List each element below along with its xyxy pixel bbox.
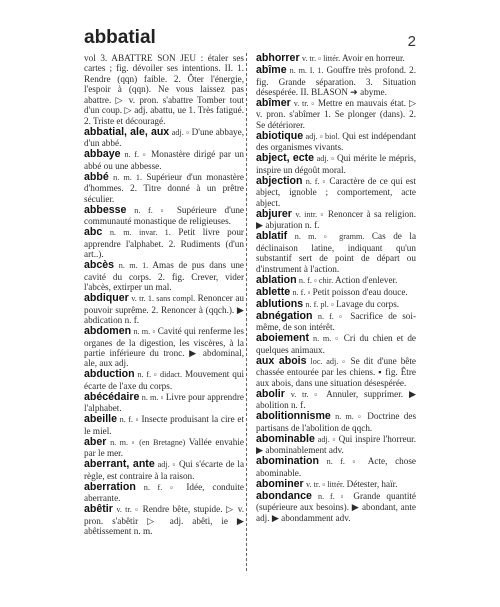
dictionary-entry <box>84 293 244 325</box>
dictionary-entry <box>256 275 416 286</box>
dictionary-entry <box>84 172 244 204</box>
page-number: 2 <box>407 33 416 50</box>
entry-grammar: n. m. ▫ gramm. <box>294 232 365 242</box>
entry-headword: abîmer <box>256 97 291 109</box>
dictionary-entry <box>84 260 244 292</box>
entry-headword: aberration <box>84 480 136 493</box>
dictionary-entry <box>256 411 416 433</box>
entry-headword: aber <box>84 435 107 448</box>
entry-headword: abominable <box>256 432 315 445</box>
entry-headword: aboiement <box>256 332 309 345</box>
entry-grammar: n. f. ▫ chir. <box>298 275 334 285</box>
entry-definition: Vallée envahie par le mer. <box>84 436 244 459</box>
entry-definition: Supérieur d'un monastère d'hommes. 2. Titre donné à un prêtre séculier. <box>84 171 244 204</box>
entry-headword: abhorrer <box>256 52 300 64</box>
entry-grammar: v. tr. ▫ littér. <box>301 54 341 63</box>
dictionary-entry <box>256 65 416 97</box>
dictionary-entry <box>84 504 244 536</box>
entry-definition: Petit livre pour apprendre l'alphabet. 2. Rudiments (d'un art..). <box>84 227 244 260</box>
entry-grammar: n. f. ▫ <box>326 457 361 467</box>
entry-definition: Qui mérite le mépris, inspire un dégoût moral. <box>256 153 417 175</box>
dictionary-entry <box>84 205 244 227</box>
entry-definition: Cri du chien et de quelques animaux. <box>256 333 416 355</box>
entry-definition: Doctrine des partisans de l'abolition de qqch. <box>256 411 417 433</box>
dictionary-entry <box>256 287 416 298</box>
entry-definition: Action d'enlever. <box>335 274 398 285</box>
entry-grammar: n. f. ▫ <box>292 287 311 297</box>
entry-grammar: n. m. 1. <box>118 261 149 271</box>
entry-headword: abbaye <box>84 148 121 161</box>
entry-headword: ablation <box>256 273 297 286</box>
entry-definition: Acte, chose abominable. <box>256 456 416 478</box>
entry-headword: abomination <box>256 455 319 468</box>
entry-definition: Annuler, supprimer. ▶ abolition n. f. <box>256 388 417 411</box>
entry-headword: abolir <box>256 387 285 400</box>
entry-definition: Monastère dirigé par un abbé ou une abbesse. <box>84 149 244 171</box>
entry-grammar: v. tr. ▫ <box>116 505 140 515</box>
entry-headword: abc <box>84 226 103 239</box>
entry-definition: Renoncer à sa religion. ▶ abjuration n. f. <box>256 208 417 231</box>
entry-grammar: n. m. ▫ <box>141 392 164 402</box>
entry-definition: Livre pour apprendre l'alphabet. <box>84 391 244 414</box>
entry-grammar: n. f. ▫ <box>119 415 139 425</box>
entry-definition: Mouvement qui écarte de l'axe du corps. <box>84 369 245 391</box>
dictionary-entry <box>256 176 416 208</box>
guide-word: abbatial <box>84 27 156 48</box>
entry-headword: abjection <box>256 174 303 187</box>
entry-grammar: adj. ▫ <box>317 434 336 444</box>
entry-headword: abêtir <box>84 503 113 516</box>
entry-grammar: adj. ▫ <box>171 127 190 137</box>
entry-grammar: adj. ▫ biol. <box>305 131 340 141</box>
dictionary-entry <box>256 53 416 64</box>
entry-definition: Petit poisson d'eau douce. <box>312 286 408 297</box>
dictionary-entry <box>256 231 416 274</box>
entry-headword: abbesse <box>84 203 127 216</box>
entry-definition: Supérieure d'une communauté monastique de religieuses. <box>84 204 244 227</box>
entry-grammar: n. m. ▫ (en Bretagne) <box>110 437 186 447</box>
entry-grammar: n. m. ▫ <box>133 327 156 337</box>
entry-grammar: adj. ▫ <box>157 460 176 470</box>
dictionary-entry <box>256 479 416 490</box>
dictionary-entry <box>256 209 416 231</box>
entry-grammar: n. f. ▫ <box>317 311 345 321</box>
entry-grammar: n. f. ▫ <box>143 482 179 492</box>
dictionary-entry <box>256 356 416 388</box>
entry-grammar: n. m. ▫ <box>313 334 340 344</box>
entry-definition: Rendre bête, stupide. ▷ v. pron. s'abêtir ▷ adj. abêti, ie ▶ abêtissement n. m. <box>84 504 245 537</box>
entry-headword: ablette <box>256 285 291 298</box>
entry-headword: abîme <box>256 64 287 77</box>
entry-headword: abdomen <box>84 325 132 338</box>
entry-definition: Qui est indépendant des organismes vivants. <box>256 130 416 153</box>
dictionary-entry <box>256 434 416 456</box>
left-column <box>84 53 244 537</box>
entry-headword: ablatif <box>256 230 288 243</box>
entry-headword: abnégation <box>256 309 313 322</box>
entry-grammar: n. f. ▫ <box>134 205 169 215</box>
dictionary-entry <box>256 311 416 333</box>
dictionary-entry <box>84 369 244 391</box>
entry-grammar: n. f. ▫ <box>124 150 148 160</box>
entry-definition: Caractère de ce qui est abject, ignoble ; comportement, acte abject. <box>256 175 416 208</box>
entry-headword: abcès <box>84 259 115 272</box>
entry-definition: Détester, haïr. <box>346 478 398 489</box>
entry-headword: aberrant, ante <box>84 458 155 471</box>
entry-headword: abondance <box>256 489 312 502</box>
dictionary-entry <box>84 149 244 171</box>
dictionary-entry <box>84 459 244 481</box>
entry-definition: Cavité qui renferme les organes de la digestion, les viscères, à la partie inférieure du tronc. ▶ abdominal, ale, aux adj. <box>84 326 245 369</box>
entry-headword: abdiquer <box>84 292 129 305</box>
entry-grammar: n. f. ▫ <box>305 176 327 186</box>
dictionary-entry <box>256 333 416 355</box>
entry-definition: Qui s'écarte de la règle, est contraire à la raison. <box>84 459 245 481</box>
dictionary-entry <box>256 131 416 153</box>
dictionary-entry <box>256 98 416 130</box>
dictionary-entry <box>256 389 416 411</box>
entry-grammar: n. m. invar. 1. <box>109 228 171 238</box>
entry-grammar: n. m. 1. <box>113 172 143 182</box>
entry-definition: vol 3. ABATTRE SON JEU : étaler ses cartes ; fig. dévoiler ses intentions. II. 1. Rendre (qqn) faible. 2. Ôter l'énergie, l'espoir à (qqn). Ne vous laissez pas abattre. ▷ v. pron. s'abattre Tomber tout d'un coup. ▷ adj. abattu, ue 1. Très fatigué. 2. Triste et découragé. <box>84 53 244 126</box>
entry-headword: abject, ecte <box>256 152 315 165</box>
entry-definition: Sacrifice de soi-même, de son intérêt. <box>256 310 417 333</box>
entry-headword: abolitionnisme <box>256 410 331 423</box>
entry-headword: abjurer <box>256 207 292 220</box>
entry-definition: Amas de pus dans une cavité du corps. 2. fig. Crever, vider l'abcès, extirper un mal. <box>84 260 244 293</box>
entry-definition: Renoncer au pouvoir suprême. 2. Renoncer à (qqch.). ▶ abdication n. f. <box>84 293 245 326</box>
entry-definition: Insecte produisant la cire et le miel. <box>84 414 244 436</box>
entry-definition: Lavage du corps. <box>336 298 400 309</box>
entry-grammar: n. f. pl. ▫ <box>305 299 334 309</box>
dictionary-entry <box>84 53 244 126</box>
dictionary-entry <box>84 392 244 414</box>
dictionary-entry <box>84 227 244 259</box>
entry-definition: Mettre en mauvais état. ▷ v. pron. s'abîmer 1. Se plonger (dans). 2. Se détériorer. <box>256 98 417 130</box>
entry-grammar: n. f. ▫ <box>318 491 348 501</box>
entry-grammar: v. tr. 1. sans compl. <box>131 294 196 304</box>
entry-headword: abominer <box>256 477 304 490</box>
entry-grammar: loc. adj. ▫ <box>310 356 347 366</box>
dictionary-entry <box>84 482 244 504</box>
column-divider <box>246 53 247 571</box>
entry-grammar: v. tr. ▫ <box>293 99 315 108</box>
entry-definition: Gouffre très profond. 2. fig. Grande séparation. 3. Situation désespérée. II. BLASON ➜ abyme. <box>256 65 417 97</box>
dictionary-entry <box>84 127 244 149</box>
entry-headword: aux abois <box>256 354 307 367</box>
entry-headword: ablutions <box>256 297 304 310</box>
entry-headword: abécédaire <box>84 390 140 403</box>
entry-headword: abiotique <box>256 129 304 142</box>
entry-grammar: v. intr. ▫ <box>295 209 325 219</box>
dictionary-entry <box>256 299 416 310</box>
entry-definition: D'une abbaye, d'un abbé. <box>84 126 245 149</box>
entry-definition: Avoir en horreur. <box>341 53 405 63</box>
dictionary-entry <box>84 414 244 436</box>
dictionary-entry <box>256 153 416 175</box>
entry-headword: abduction <box>84 368 135 381</box>
entry-definition: Grande quantité (supérieure aux besoins). ▶ abondant, ante adj. ▶ abondamment adv. <box>256 490 417 523</box>
entry-headword: abbé <box>84 170 109 183</box>
entry-headword: abbatial, ale, aux <box>84 125 170 138</box>
dictionary-entry <box>256 456 416 478</box>
entry-grammar: n. m. ▫ <box>335 412 363 422</box>
entry-definition: Qui inspire l'horreur. ▶ abominablement adv. <box>256 433 417 456</box>
entry-headword: abeille <box>84 413 117 426</box>
dictionary-entry <box>256 491 416 523</box>
right-column <box>256 53 416 524</box>
entry-definition: Cas de la déclinaison latine, indiquant qu'un substantif sert de point de départ ou d'instrument à l'action. <box>256 231 417 274</box>
entry-grammar: adj. ▫ <box>316 154 335 164</box>
entry-definition: Idée, conduite aberrante. <box>84 481 245 504</box>
dictionary-entry <box>84 326 244 369</box>
dictionary-entry <box>84 437 244 459</box>
entry-grammar: n. f. ▫ didact. <box>137 370 183 380</box>
entry-grammar: v. tr. ▫ <box>290 389 321 399</box>
entry-grammar: n. m. I. 1. <box>289 66 324 76</box>
entry-definition: Se dit d'une bête chassée entourée par les chiens. ▪ fig. Être aux abois, dans une situation désespérée. <box>256 355 417 388</box>
entry-grammar: v. tr. ▫ littér. <box>305 479 345 489</box>
